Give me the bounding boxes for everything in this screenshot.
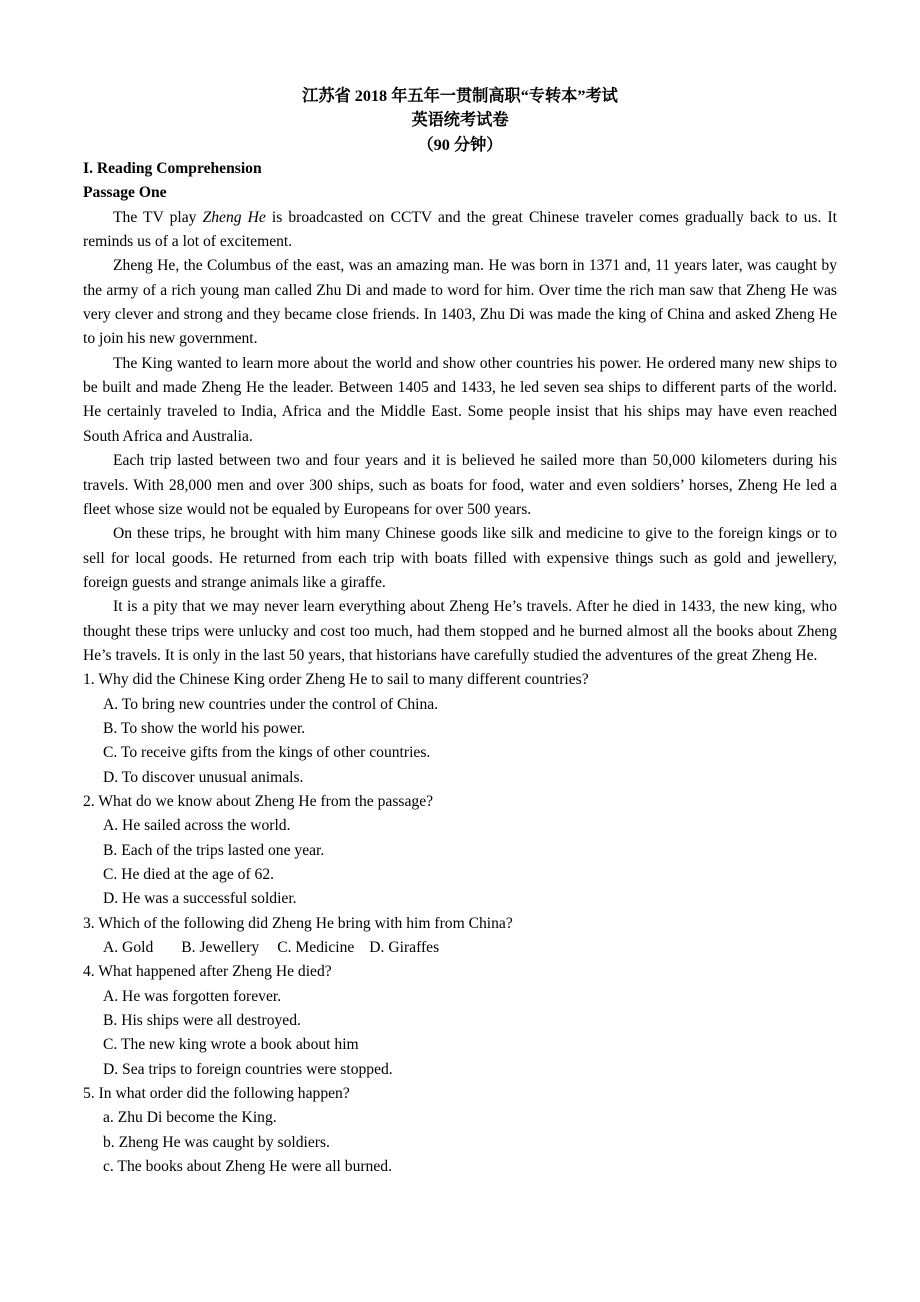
question-4 (83, 960, 837, 1082)
question-4-option-c: C. The new king wrote a book about him (103, 1036, 359, 1054)
passage-paragraph-2: Zheng He, the Columbus of the east, was an amazing man. He was born in 1371 and, 11 years later, was caught by the army of a rich young man called Zhu Di and made to word for him. Over time the rich man saw that Zheng He was very clever and strong and they became close friends. In 1403, Zhu Di was made the king of China and asked Zheng He to join his new government. (83, 257, 837, 348)
paragraph-1-text-post: is broadcasted on CCTV and the great Chinese traveler comes gradually back to us. It reminds us of a lot of excitement. (83, 208, 837, 251)
question-3 (83, 912, 837, 961)
question-1-stem: 1. Why did the Chinese King order Zheng He to sail to many different countries? (83, 671, 589, 689)
exam-duration: （90 分钟） (417, 135, 503, 154)
question-5-option-a: a. Zhu Di become the King. (103, 1109, 277, 1127)
question-5 (83, 1082, 837, 1179)
question-2-option-c: C. He died at the age of 62. (103, 866, 275, 883)
question-1-option-a: A. To bring new countries under the control of China. (103, 695, 439, 713)
question-2-option-d: D. He was a successful soldier. (103, 890, 297, 908)
passage-paragraph-3: The King wanted to learn more about the world and show other countries his power. He ordered many new ships to be built and made Zheng He the leader. Between 1405 and 1433, he led seven sea ships to different parts of the world. He certainly traveled to India, Africa and the Middle East. Some people insist that his ships may have even reached South Africa and Australia. (83, 354, 837, 445)
question-1 (83, 668, 837, 790)
passage-paragraph-1 (83, 206, 837, 255)
exam-subtitle: 英语统考试卷 (411, 111, 509, 130)
question-3-option-a: A. Gold (103, 939, 154, 957)
question-3-options-row (83, 936, 837, 960)
question-4-option-a: A. He was forgotten forever. (103, 987, 282, 1005)
question-3-option-c: C. Medicine (277, 939, 355, 957)
paragraph-1-italic-title: Zheng He (202, 208, 266, 226)
question-2-option-a: A. He sailed across the world. (103, 817, 291, 835)
question-3-stem: 3. Which of the following did Zheng He bring with him from China? (83, 914, 513, 932)
question-4-stem: 4. What happened after Zheng He died? (83, 963, 332, 981)
question-3-option-d: D. Giraffes (369, 939, 440, 957)
paragraph-1-text-pre: The TV play (113, 208, 203, 226)
passage-paragraph-5: On these trips, he brought with him many Chinese goods like silk and medicine to give to the foreign kings or to sell for local goods. He returned from each trip with boats filled with expensive things such as gold and jewellery, foreign guests and strange animals like a giraffe. (83, 525, 837, 591)
passage-one-label: Passage One (83, 184, 167, 202)
question-1-option-b: B. To show the world his power. (103, 719, 306, 737)
question-2-option-b: B. Each of the trips lasted one year. (103, 841, 325, 859)
passage-paragraph-4: Each trip lasted between two and four years and it is believed he sailed more than 50,000 kilometers during his travels. With 28,000 men and over 300 ships, such as boats for food, water and even soldiers’ horses, Zheng He led a fleet whose size would not be equaled by Europeans for over 500 years. (83, 452, 837, 518)
passage-paragraph-6: It is a pity that we may never learn everything about Zheng He’s travels. After he died in 1433, the new king, who thought these trips were unlucky and cost too much, had them stopped and he burned almost all the books about Zheng He’s travels. It is only in the last 50 years, that historians have carefully studied the adventures of the great Zheng He. (83, 598, 837, 664)
question-5-option-b: b. Zheng He was caught by soldiers. (103, 1133, 330, 1151)
question-5-stem: 5. In what order did the following happen? (83, 1085, 350, 1103)
section-heading-reading-comprehension: I. Reading Comprehension (83, 160, 262, 178)
question-2 (83, 790, 837, 912)
question-1-option-c: C. To receive gifts from the kings of other countries. (103, 744, 431, 762)
question-4-option-b: B. His ships were all destroyed. (103, 1012, 301, 1030)
question-3-option-b: B. Jewellery (181, 939, 260, 957)
question-1-option-d: D. To discover unusual animals. (103, 768, 304, 786)
exam-title: 江苏省 2018 年五年一贯制高职“专转本”考试 (302, 87, 618, 105)
question-4-option-d: D. Sea trips to foreign countries were stopped. (103, 1060, 393, 1078)
question-5-option-c: c. The books about Zheng He were all burned. (103, 1158, 392, 1176)
question-2-stem: 2. What do we know about Zheng He from the passage? (83, 792, 434, 810)
